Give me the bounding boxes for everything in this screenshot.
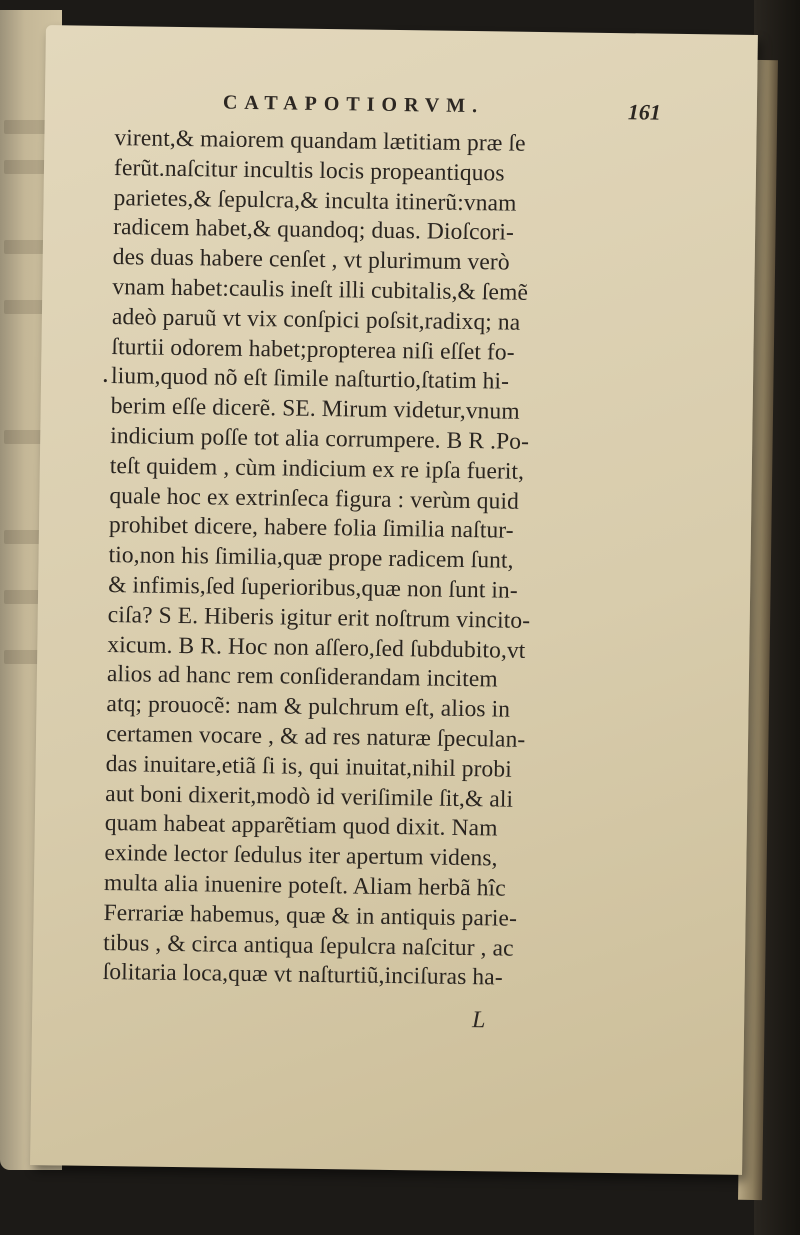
body-text (103, 124, 655, 996)
text-line: vnam habet:caulis ineſt illi cubitalis,& ſemẽ (112, 274, 529, 306)
text-line: exinde lector ſedulus iter apertum videns, (104, 840, 498, 872)
text-line: quam habeat apparẽtiam quod dixit. Nam (104, 810, 498, 842)
page-number: 161 (627, 99, 662, 125)
text-line: lium,quod nõ eſt ſimile naſturtio,ſtatim hi- (110, 363, 510, 395)
text-line: indicium poſſe tot alia corrumpere. B R .Po- (110, 422, 530, 455)
page-text (102, 88, 662, 996)
text-line: teſt quidem , cùm indicium ex re ipſa fuerit, (109, 452, 525, 485)
text-line: prohibet dicere, habere folia ſimilia naſtur- (108, 512, 514, 545)
text-line: ferũt.naſcitur incultis locis propeantiquos (113, 154, 505, 187)
text-line: & infimis,ſed ſuperioribus,quæ non ſunt in- (108, 571, 518, 604)
text-line: adeò paruũ vt vix conſpici poſsit,radixq; na (111, 303, 521, 336)
text-line: tio,non his ſimilia,quæ prope radicem ſunt, (108, 542, 514, 574)
text-line: quale hoc ex extrinſeca figura : verùm quid (109, 482, 520, 515)
text-line: parietes,& ſepulcra,& inculta itinerũ:vnam (113, 184, 517, 217)
book-page (30, 25, 758, 1175)
text-line: atq; prouocẽ: nam & pulchrum eſt, alios in (106, 691, 511, 723)
text-line: alios ad hanc rem conſiderandam incitem (106, 661, 498, 693)
margin-marker: • (102, 372, 108, 388)
text-line: Ferrariæ habemus, quæ & in antiquis parie- (103, 899, 518, 932)
text-line: des duas habere cenſet , vt plurimum verò (112, 244, 510, 276)
text-line: ſolitaria loca,quæ vt naſturtiũ,inciſuras ha- (102, 959, 503, 991)
text-line: berim eſſe dicerẽ. SE. Mirum videtur,vnum (110, 393, 520, 425)
running-title: CATAPOTIORVM. (222, 91, 485, 118)
text-line: das inuitare,etiã ſi is, qui inuitat,nihil probi (105, 750, 513, 783)
text-line: multa alia inuenire poteſt. Aliam herbã hîc (103, 869, 506, 902)
text-line: ciſa? S E. Hiberis igitur erit noſtrum vincito- (107, 601, 531, 634)
text-line: ſturtii odorem habet;propterea niſi eſſet fo- (111, 333, 515, 366)
text-line: tibus , & circa antiqua ſepulcra naſcitur , ac (103, 929, 514, 962)
text-line: certamen vocare , & ad res naturæ ſpeculan- (105, 720, 526, 753)
text-line: radicem habet,& quandoq; duas. Dioſcori- (112, 214, 515, 247)
text-line: virent,& maiorem quandam lætitiam præ ſe (114, 125, 526, 157)
text-line: xicum. B R. Hoc non aſſero,ſed ſubdubito,vt (107, 631, 526, 664)
signature-mark: L (471, 1007, 486, 1034)
running-head (115, 88, 662, 132)
text-line: aut boni dixerit,modò id veriſimile ſit,& ali (105, 780, 514, 813)
